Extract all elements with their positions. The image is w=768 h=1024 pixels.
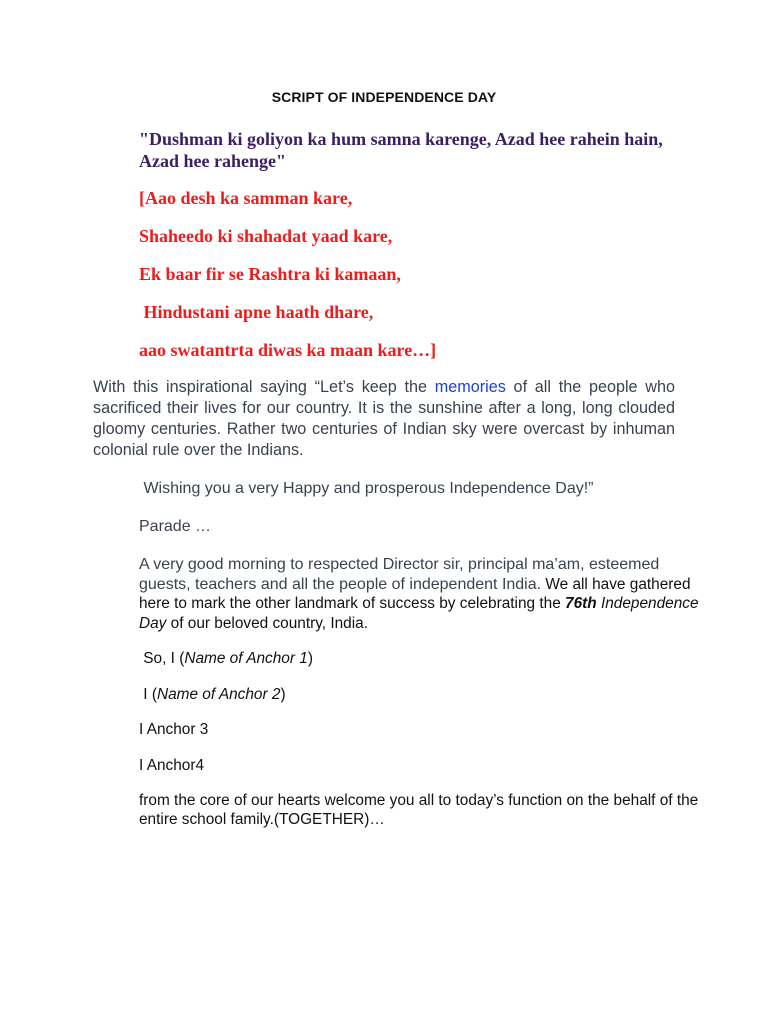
anchor-1-line [139, 650, 313, 668]
parade-line: Parade … [139, 518, 212, 535]
document-title: SCRIPT OF INDEPENDENCE DAY [271, 89, 497, 105]
event-name: Independence Day [139, 595, 699, 632]
anchor-2-suffix: ) [280, 686, 286, 703]
poem-line-3: Ek baar fir se Rashtra ki kamaan, [139, 264, 401, 284]
welcome-end: of our beloved country, India. [166, 614, 369, 632]
welcome-gathered: We all have gathered here to mark the other landmark of success by celebrating the [139, 575, 691, 612]
closing-paragraph: from the core of our hearts welcome you all to today’s function on the behalf of the entire school family.(TOGETHER)… [139, 792, 699, 828]
anchor-2-line [139, 686, 286, 704]
anchor-4-line: I Anchor4 [139, 757, 205, 774]
anchor-1-name: Name of Anchor 1 [184, 650, 308, 667]
intro-text-middle: of all the people who sacrificed their lives for our country. It is the sunshine after a long, long clouded gloomy centuries. Rather two centuries of Indian sky were overcast by [93, 378, 675, 438]
anchor-3-line: I Anchor 3 [139, 721, 209, 738]
poem-line-2: Shaheedo ki shahadat yaad kare, [139, 226, 393, 246]
opening-quote: "Dushman ki goliyon ka hum samna karenge, Azad hee rahein hain, Azad hee rahenge" [139, 129, 663, 171]
anchor-2-name: Name of Anchor 2 [156, 686, 281, 703]
poem-line-1: [Aao desh ka samman kare, [139, 188, 353, 208]
welcome-paragraph [139, 555, 699, 633]
intro-paragraph [93, 377, 675, 461]
poem-line-5: aao swatantrta diwas ka maan kare…] [139, 340, 437, 360]
edition-number: 76th [565, 595, 597, 612]
intro-text-start: With this inspirational saying “Let’s keep the [93, 378, 435, 396]
welcome-greeting: A very good morning to respected Director sir, principal ma’am, esteemed guests, teachers and all the people of independent India. [139, 556, 660, 593]
memories-link[interactable]: memories [434, 378, 506, 396]
anchor-1-suffix: ) [307, 650, 313, 667]
anchor-1-prefix: So, I ( [139, 650, 185, 667]
poem-line-4: Hindustani apne haath dhare, [139, 302, 374, 322]
intro-text-end: inhuman colonial rule over the Indians. [93, 420, 675, 459]
wishing-line: Wishing you a very Happy and prosperous Independence Day!” [139, 480, 594, 497]
anchor-2-prefix: I ( [139, 686, 157, 703]
